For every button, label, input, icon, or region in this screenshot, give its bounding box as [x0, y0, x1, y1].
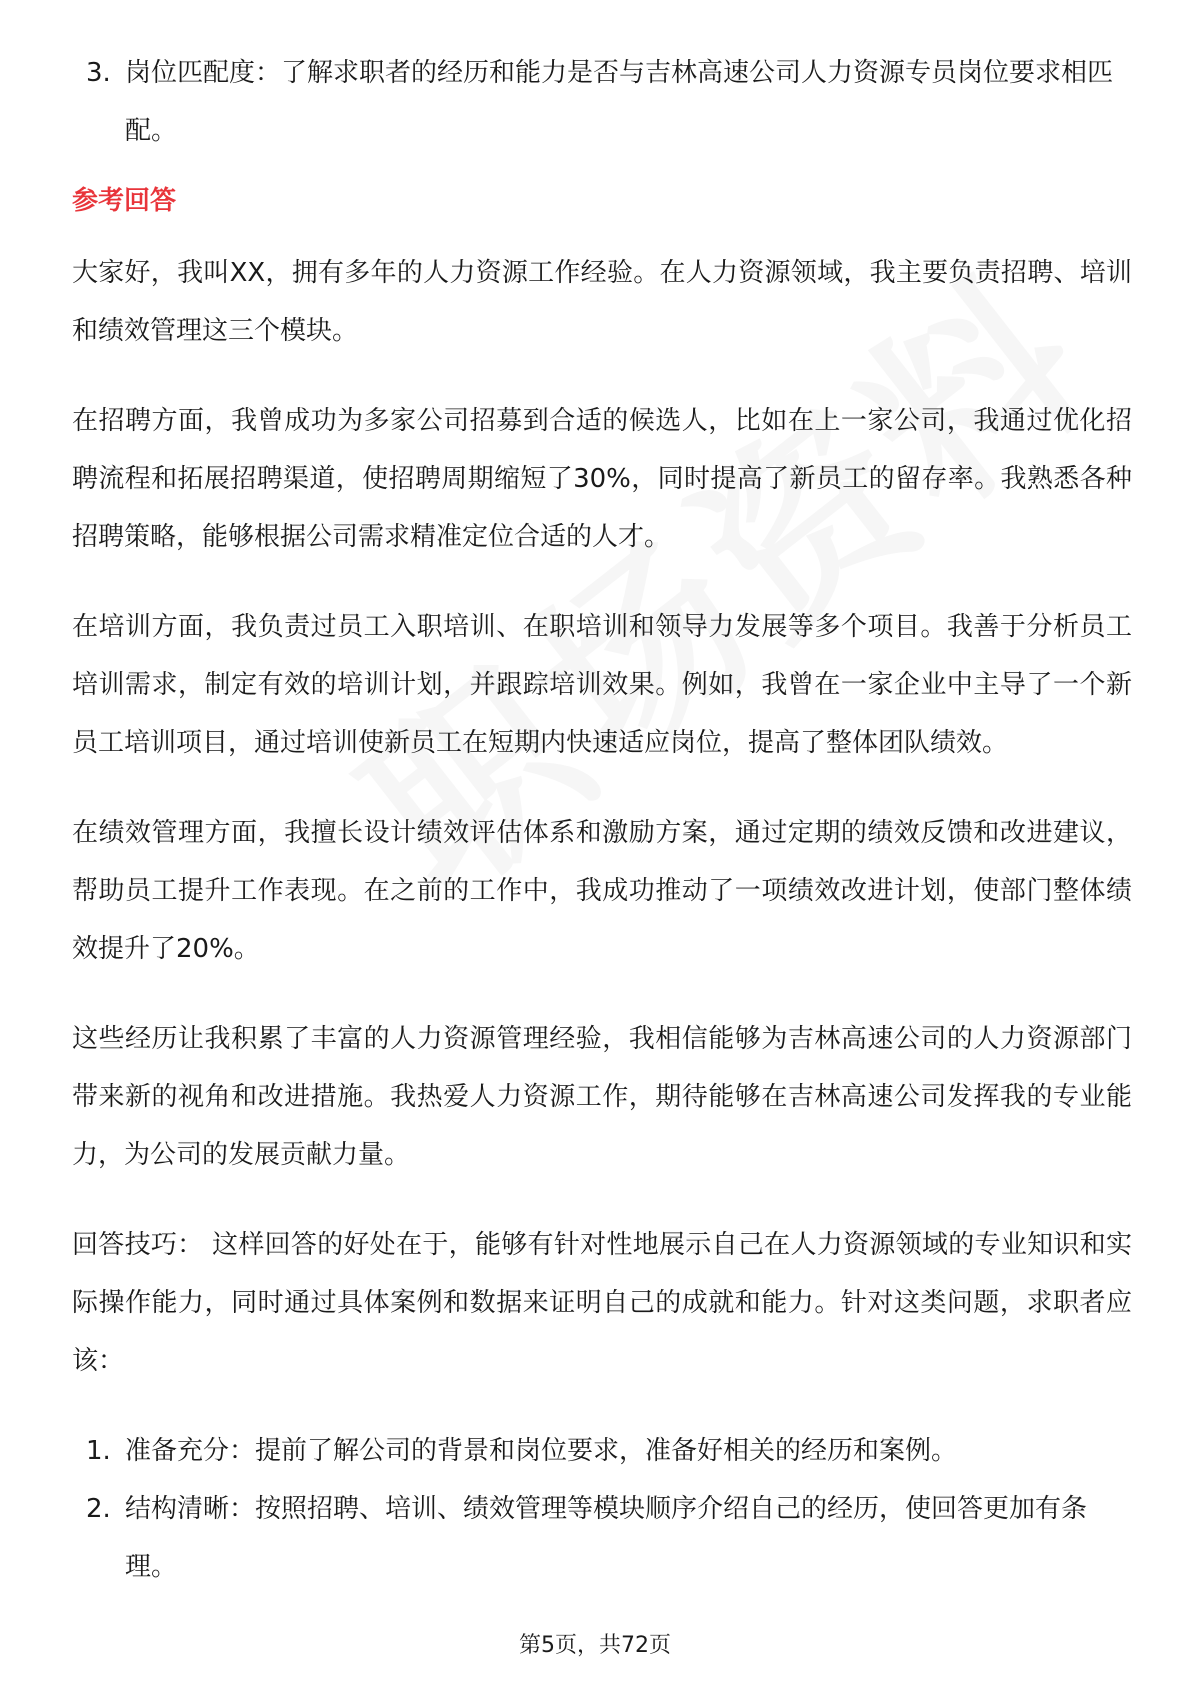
section-title: 参考回答 — [72, 186, 177, 216]
list-number: 3. — [86, 58, 111, 88]
page-footer: 第5页，共72页 — [519, 1633, 671, 1658]
paragraph-performance: 在绩效管理方面，我擅长设计绩效评估体系和激励方案，通过定期的绩效反馈和改进建议，帮助员工提升工作表现。在之前的工作中，我成功推动了一项绩效改进计划，使部门整体绩效提升了20%。 — [72, 818, 1132, 964]
paragraph-recruiting: 在招聘方面，我曾成功为多家公司招募到合适的候选人，比如在上一家公司，我通过优化招聘流程和拓展招聘渠道，使招聘周期缩短了30%，同时提高了新员工的留存率。我熟悉各种招聘策略，能够根据公司需求精准定位合适的人才。 — [72, 406, 1132, 552]
list-text: 准备充分：提前了解公司的背景和岗位要求，准备好相关的经历和案例。 — [125, 1436, 958, 1466]
list-item — [72, 44, 1132, 160]
page-content — [72, 44, 1132, 1596]
list-number: 2. — [86, 1494, 111, 1524]
list-item — [72, 1480, 1132, 1596]
list-number: 1. — [86, 1436, 111, 1466]
list-text: 岗位匹配度：了解求职者的经历和能力是否与吉林高速公司人力资源专员岗位要求相匹配。 — [125, 58, 1114, 146]
paragraph-training: 在培训方面，我负责过员工入职培训、在职培训和领导力发展等多个项目。我善于分析员工培训需求，制定有效的培训计划，并跟踪培训效果。例如，我曾在一家企业中主导了一个新员工培训项目，通过培训使新员工在短期内快速适应岗位，提高了整体团队绩效。 — [72, 612, 1132, 758]
list-text: 结构清晰：按照招聘、培训、绩效管理等模块顺序介绍自己的经历，使回答更加有条理。 — [125, 1494, 1088, 1582]
paragraph-summary: 这些经历让我积累了丰富的人力资源管理经验，我相信能够为吉林高速公司的人力资源部门带来新的视角和改进措施。我热爱人力资源工作，期待能够在吉林高速公司发挥我的专业能力，为公司的发展贡献力量。 — [72, 1024, 1132, 1170]
list-item — [72, 1422, 1132, 1480]
tips-list — [72, 1422, 1132, 1596]
intro-list — [72, 44, 1132, 160]
paragraph-tips: 回答技巧： 这样回答的好处在于，能够有针对性地展示自己在人力资源领域的专业知识和实际操作能力，同时通过具体案例和数据来证明自己的成就和能力。针对这类问题，求职者应该： — [72, 1230, 1132, 1376]
paragraph-intro: 大家好，我叫XX，拥有多年的人力资源工作经验。在人力资源领域，我主要负责招聘、培训和绩效管理这三个模块。 — [72, 258, 1132, 346]
